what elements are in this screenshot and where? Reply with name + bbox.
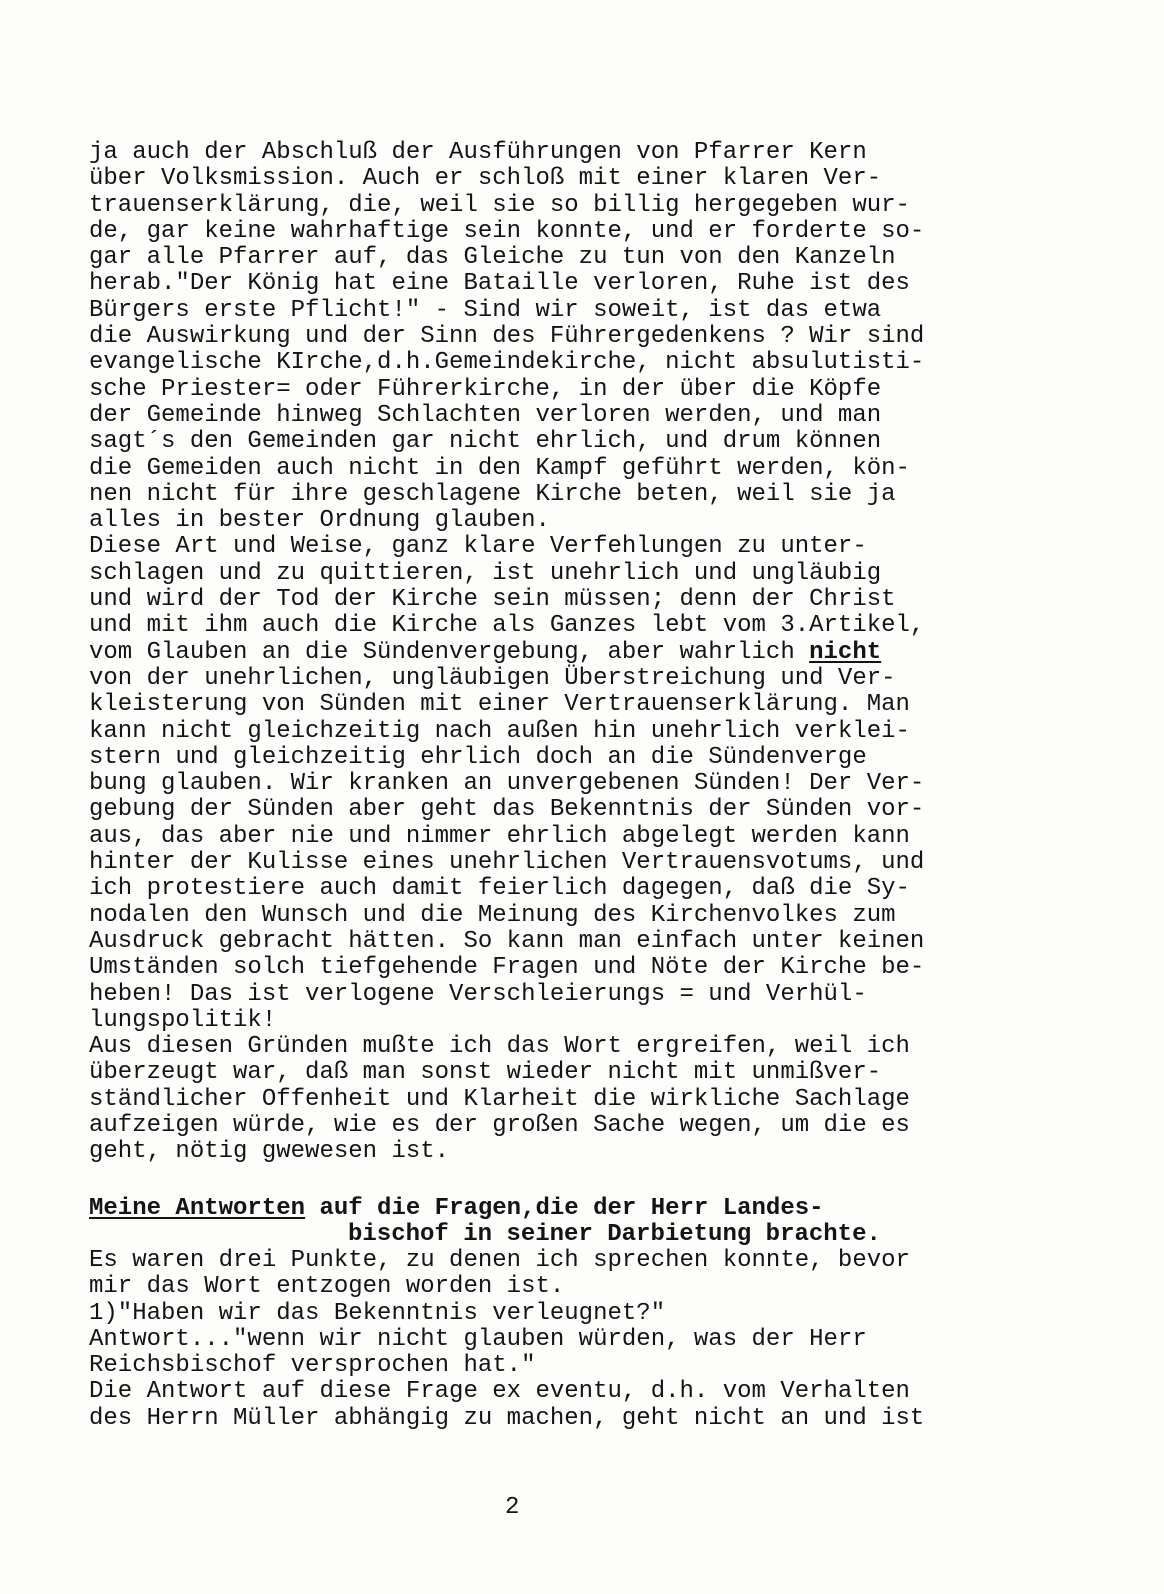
emphasis-word: nicht [809, 638, 882, 666]
heading-line-2 [89, 1222, 969, 1248]
text-line: 1)"Haben wir das Bekenntnis verleugnet?" [89, 1299, 666, 1327]
text-line: Es waren drei Punkte, zu denen ich sprechen konnte, bevor [89, 1247, 910, 1274]
text-line: aus, das aber nie und nimmer ehrlich abgelegt werden kann [89, 822, 910, 850]
heading-rest: auf die Fragen,die der Herr Landes- [305, 1195, 824, 1222]
text-line: de, gar keine wahrhaftige sein konnte, und er forderte so- [89, 217, 925, 245]
text-line: Ausdruck gebracht hätten. So kann man einfach unter keinen [89, 927, 925, 955]
text-line: nodalen den Wunsch und die Meinung des Kirchenvolkes zum [89, 901, 896, 929]
text-line: nen nicht für ihre geschlagene Kirche beten, weil sie ja [89, 480, 896, 508]
text-line: und wird der Tod der Kirche sein müssen; denn der Christ [89, 586, 896, 614]
text-line: ja auch der Abschluß der Ausführungen von Pfarrer Kern [89, 139, 867, 166]
heading-line-1 [89, 1196, 969, 1222]
text-line: der Gemeinde hinweg Schlachten verloren werden, und man [89, 401, 882, 429]
text-line: ständlicher Offenheit und Klarheit die wirkliche Sachlage [89, 1085, 910, 1113]
text-line: sche Priester= oder Führerkirche, in der über die Köpfe [89, 375, 882, 403]
text-line: bung glauben. Wir kranken an unvergebenen Sünden! Der Ver- [89, 770, 925, 798]
text-line: Bürgers erste Pflicht!" - Sind wir soweit, ist das etwa [89, 296, 882, 324]
text-line: Reichsbischof versprochen hat." [89, 1352, 536, 1380]
text-line: Die Antwort auf diese Frage ex eventu, d.h. vom Verhalten [89, 1378, 910, 1406]
text-line: kleisterung von Sünden mit einer Vertrauenserklärung. Man [89, 691, 910, 719]
text-line: lungspolitik! [89, 1006, 277, 1034]
text-line: und mit ihm auch die Kirche als Ganzes lebt vom 3.Artikel, [89, 612, 925, 640]
text-line: des Herrn Müller abhängig zu machen, geht nicht an und ist [89, 1404, 925, 1432]
text-line: die Auswirkung und der Sinn des Führergedenkens ? Wir sind [89, 323, 925, 351]
section-heading [89, 1196, 969, 1248]
heading-underlined: Meine Antworten [89, 1195, 306, 1222]
text-line: über Volksmission. Auch er schloß mit einer klaren Ver- [89, 165, 882, 193]
answers-section [89, 1248, 969, 1432]
text-line: sagt´s den Gemeinden gar nicht ehrlich, und drum können [89, 428, 882, 456]
text-line: hinter der Kulisse eines unehrlichen Vertrauensvotums, und [89, 849, 925, 877]
text-line: evangelische KIrche,d.h.Gemeindekirche, nicht absulutisti- [89, 349, 925, 377]
text-line: schlagen und zu quittieren, ist unehrlich und ungläubig [89, 559, 882, 587]
page-number: 2 [505, 1494, 520, 1521]
text-line: mir das Wort entzogen worden ist. [89, 1273, 565, 1301]
heading-continuation: bischof in seiner Darbietung brachte. [348, 1221, 881, 1248]
text-line: Umständen solch tiefgehende Fragen und Nöte der Kirche be- [89, 954, 925, 982]
text-line: gar alle Pfarrer auf, das Gleiche zu tun von den Kanzeln [89, 244, 896, 272]
text-line: aufzeigen würde, wie es der großen Sache wegen, um die es [89, 1111, 910, 1139]
text-line: ich protestiere auch damit feierlich dagegen, daß die Sy- [89, 875, 910, 903]
text-line-with-emphasis [89, 640, 969, 666]
text-line: Diese Art und Weise, ganz klare Verfehlungen zu unter- [89, 533, 867, 561]
text-line: trauenserklärung, die, weil sie so billig hergegeben wur- [89, 191, 910, 219]
text-line: geht, nötig gwewesen ist. [89, 1138, 450, 1166]
text-line: von der unehrlichen, ungläubigen Überstreichung und Ver- [89, 664, 896, 692]
text-line: heben! Das ist verlogene Verschleierungs = und Verhül- [89, 980, 867, 1008]
text-line: stern und gleichzeitig ehrlich doch an die Sündenverge [89, 743, 867, 771]
text-line: kann nicht gleichzeitig nach außen hin unehrlich verklei- [89, 717, 910, 745]
text-line: Aus diesen Gründen mußte ich das Wort ergreifen, weil ich [89, 1033, 910, 1061]
body-paragraphs [89, 140, 969, 1166]
text-line: die Gemeiden auch nicht in den Kampf geführt werden, kön- [89, 454, 910, 482]
text-line: gebung der Sünden aber geht das Bekenntnis der Sünden vor- [89, 796, 925, 824]
text-line: alles in bester Ordnung glauben. [89, 507, 550, 535]
text-line: Antwort..."wenn wir nicht glauben würden, was der Herr [89, 1325, 867, 1353]
text-line: herab."Der König hat eine Bataille verloren, Ruhe ist des [89, 270, 910, 298]
text-line: überzeugt war, daß man sonst wieder nicht mit unmißver- [89, 1059, 882, 1087]
text-fragment: vom Glauben an die Sündenvergebung, aber wahrlich [89, 638, 810, 666]
